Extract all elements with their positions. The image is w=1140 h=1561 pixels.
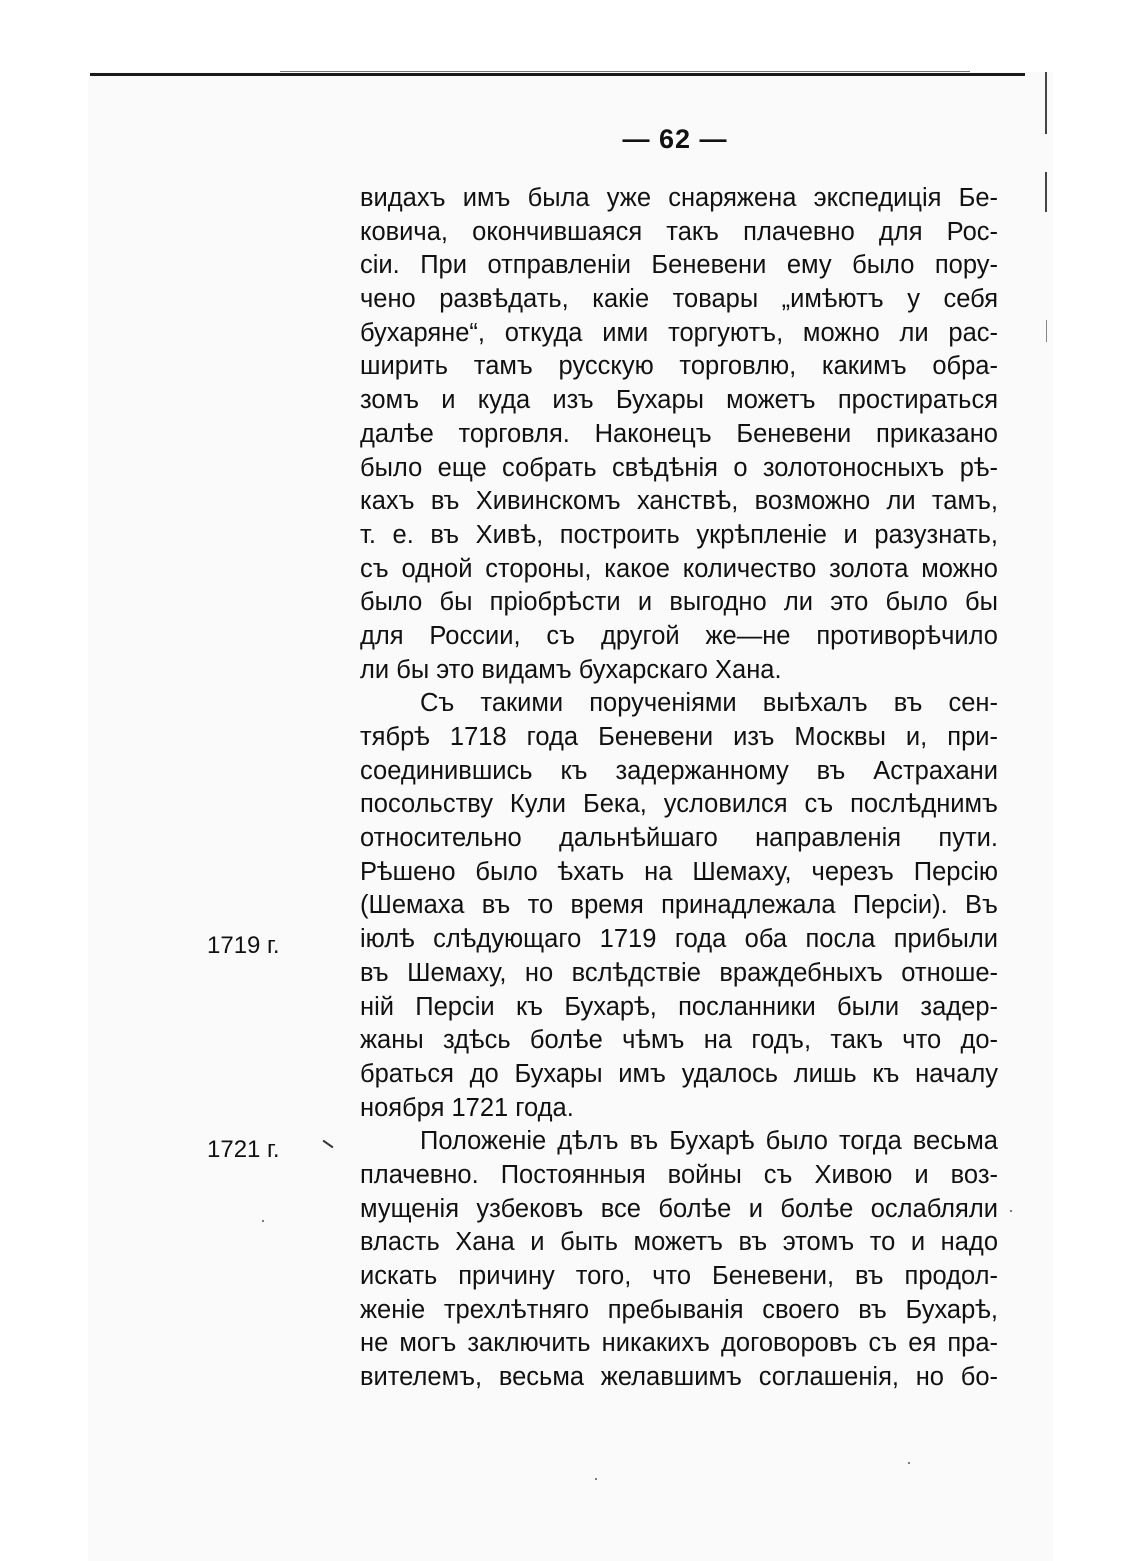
text-line: зомъ и куда изъ Бухары можетъ простираться (360, 386, 998, 415)
text-line: ширить тамъ русскую торговлю, какимъ обра- (360, 352, 998, 381)
scan-speck (908, 1462, 910, 1464)
top-rule (90, 73, 1025, 76)
text-line: Съ такими порученіями выѣхалъ въ сен- (420, 689, 998, 718)
text-line: сіи. При отправленіи Беневени ему было пору- (360, 251, 998, 280)
text-line: вителемъ, весьма желавшимъ соглашенія, но бо- (360, 1363, 998, 1392)
scan-speck (595, 1478, 597, 1480)
text-line: для России, съ другой же—не противорѣчило (360, 621, 998, 650)
text-line: искать причину того, что Беневени, въ продол- (360, 1262, 998, 1290)
text-line: далѣе торговля. Наконецъ Беневени приказано (360, 419, 998, 448)
top-rule-thin (280, 71, 970, 72)
edge-mark (1045, 172, 1047, 212)
scan-speck (262, 1220, 264, 1222)
text-line: браться до Бухары имъ удалось лишь къ началу (360, 1059, 998, 1088)
page-number: — 62 — (622, 124, 728, 154)
text-line: было еще собрать свѣдѣнія о золотоносныхъ рѣ- (360, 453, 998, 482)
text-line: ли бы это видамъ бухарскаго Хана. (360, 655, 782, 684)
scan-speck (1010, 1210, 1012, 1212)
text-line: чено развѣдать, какіе товары „имѣютъ у себя (360, 285, 998, 314)
text-line: Положеніе дѣлъ въ Бухарѣ было тогда весьма (420, 1127, 998, 1156)
text-line: ковича, окончившаяся такъ плачевно для Рос- (360, 217, 998, 246)
edge-mark (1045, 72, 1047, 134)
text-line: мущенія узбековъ все болѣе и болѣе ослабляли (360, 1194, 998, 1223)
margin-note-1721: 1721 г. (207, 1136, 280, 1163)
text-line: не могъ заключить никакихъ договоровъ съ ея пра- (360, 1329, 998, 1358)
text-line: съ одной стороны, какое количество золота можно (360, 554, 998, 583)
margin-note-1719: 1719 г. (207, 932, 280, 959)
body-text (360, 182, 998, 1395)
text-line: бухаряне“, откуда ими торгуютъ, можно ли рас- (360, 318, 998, 347)
text-line: тябрѣ 1718 года Беневени изъ Москвы и, при- (360, 723, 998, 751)
text-line: іюлѣ слѣдующаго 1719 года оба посла прибыли (360, 925, 998, 954)
text-line: (Шемаха въ то время принадлежала Персіи). Въ (360, 891, 998, 920)
text-line: кахъ въ Хивинскомъ ханствѣ, возможно ли тамъ, (360, 487, 998, 516)
text-line: плачевно. Постоянныя войны съ Хивою и воз- (360, 1160, 998, 1189)
text-line: въ Шемаху, но вслѣдствіе враждебныхъ отноше- (360, 958, 998, 987)
text-line: ноября 1721 года. (360, 1093, 574, 1122)
text-line: жаны здѣсь болѣе чѣмъ на годъ, такъ что до- (360, 1026, 998, 1055)
text-line: посольству Кули Бека, условился съ послѣднимъ (360, 790, 998, 819)
text-line: т. е. въ Хивѣ, построить укрѣпленіе и разузнать, (360, 520, 998, 549)
text-line: женіе трехлѣтняго пребыванія своего въ Бухарѣ, (360, 1295, 998, 1324)
text-line: власть Хана и быть можетъ въ этомъ то и надо (360, 1228, 998, 1257)
text-line: видахъ имъ была уже снаряжена экспедиція Бе- (360, 184, 998, 212)
text-line: было бы пріобрѣсти и выгодно ли это было бы (360, 588, 998, 617)
text-line: ній Персіи къ Бухарѣ, посланники были задер- (360, 992, 998, 1021)
text-line: Рѣшено было ѣхать на Шемаху, черезъ Персію (360, 857, 998, 886)
edge-mark (1046, 320, 1047, 342)
text-line: относительно дальнѣйшаго направленія пути. (360, 824, 998, 853)
text-line: соединившись къ задержанному въ Астрахани (360, 756, 998, 785)
